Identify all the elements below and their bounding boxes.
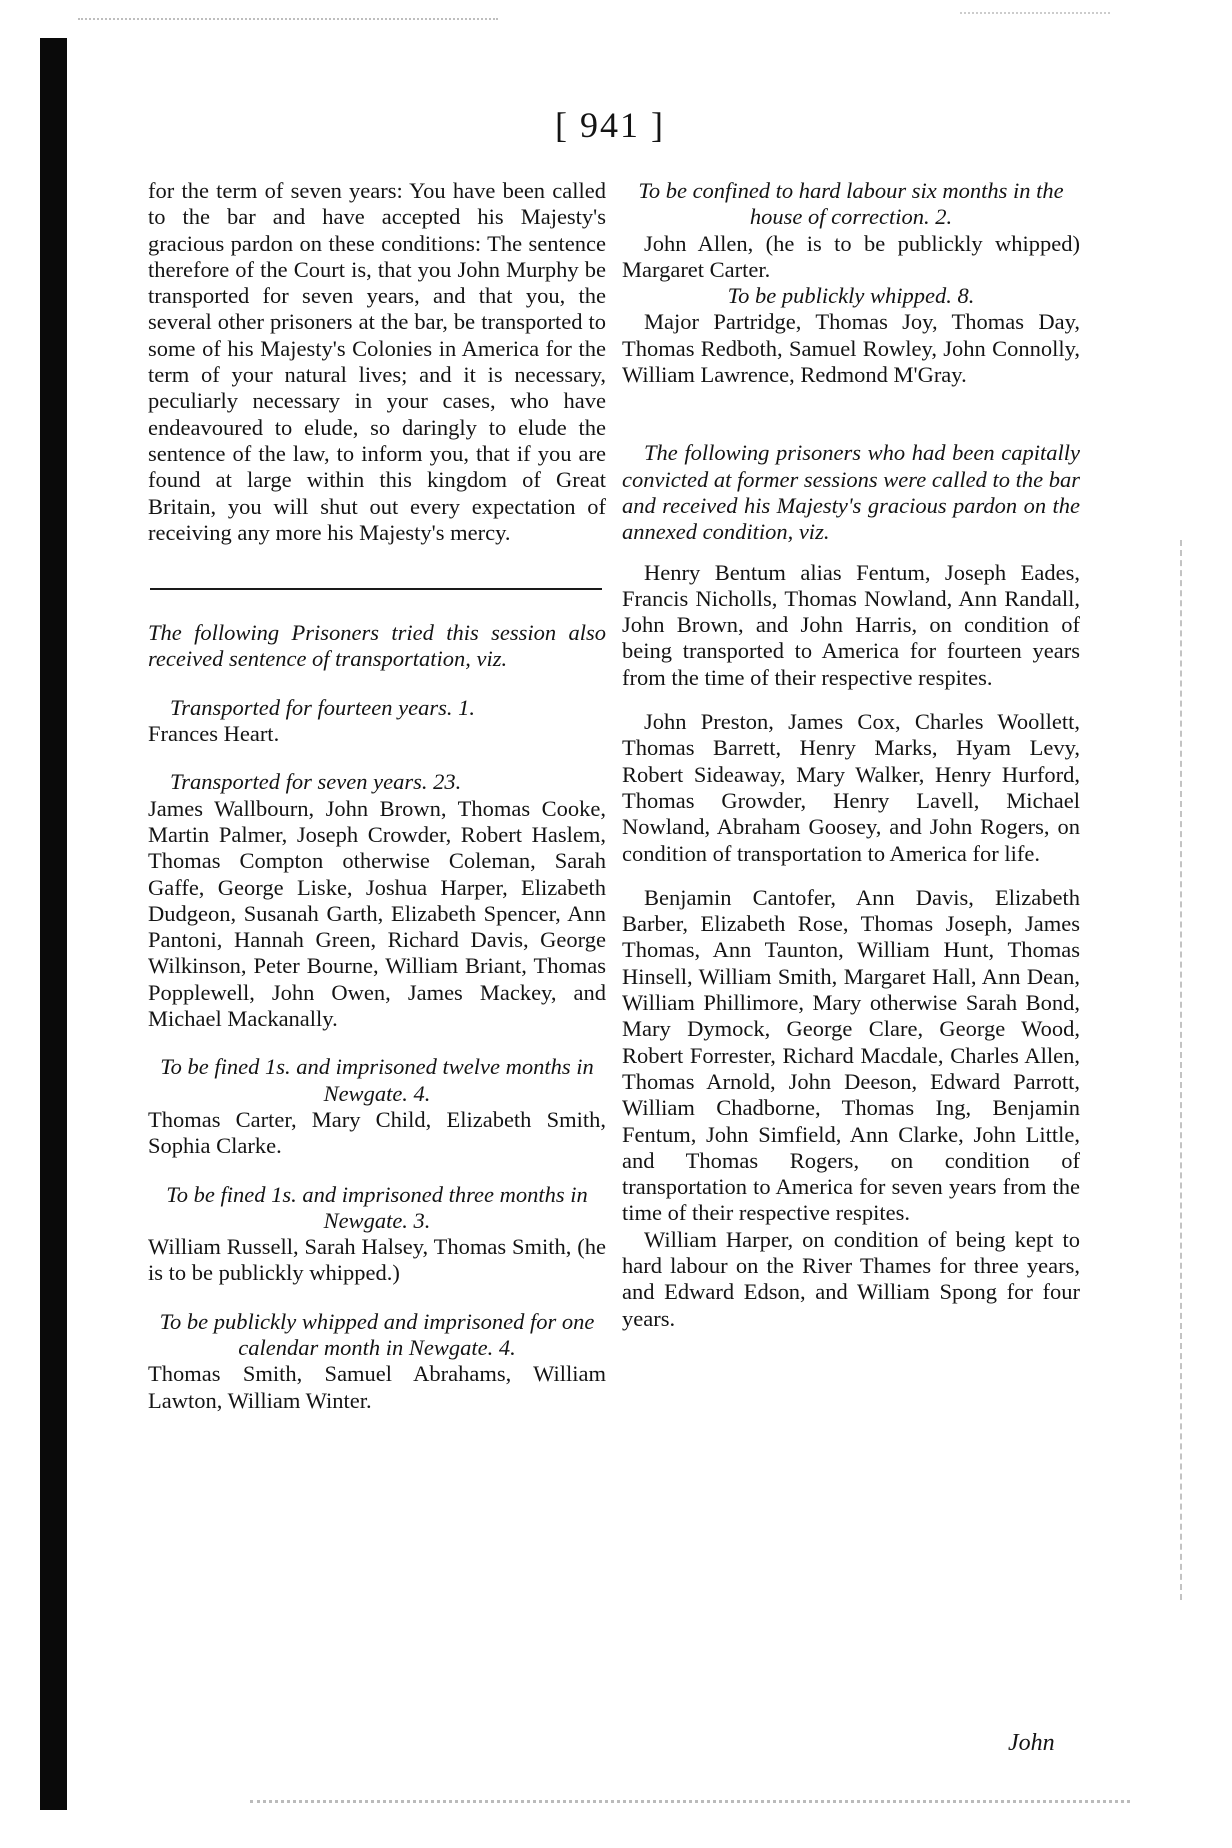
scan-speckle-top-right — [960, 12, 1110, 20]
hard-labour-heading: To be confined to hard labour six months in the house of correction. 2. — [638, 178, 1064, 230]
left-column — [148, 178, 606, 1414]
pardon-group: Henry Bentum alias Fentum, Joseph Eades, Francis Nicholls, Thomas Nowland, Ann Randall, John Brown, and John Harris, on condition of being transported to America for fourteen years from the time of their respective respites. — [622, 559, 1080, 690]
sentence-names: Frances Heart. — [148, 721, 280, 747]
section-heading: The following Prisoners tried this session also received sentence of transportation, viz. — [148, 620, 606, 672]
hard-labour-names: John Allen, (he is to be publickly whipped) Margaret Carter. — [622, 230, 1080, 282]
sentence-heading: Transported for seven years. 23. — [170, 769, 462, 795]
pardon-group: Benjamin Cantofer, Ann Davis, Elizabeth Barber, Elizabeth Rose, Thomas Joseph, James Thomas, Ann Taunton, William Hunt, Thomas Hinsell, William Smith, Margaret Hall, Ann Dean, William Phillimore, Mary otherwise Sarah Bond, Mary Dymock, George Clare, George Wood, Robert Forrester, Richard Macdale, Charles Allen, Thomas Arnold, John Deeson, Edward Parrott, William Chadborne, Thomas Ing, Benjamin Fentum, John Simfield, Ann Clarke, John Little, and Thomas Rogers, on condition of transportation to America for seven years from the time of their respective respites. — [622, 884, 1080, 1226]
pardon-group: John Preston, James Cox, Charles Woollett, Thomas Barrett, Henry Marks, Hyam Levy, Robert Sideaway, Mary Walker, Henry Hurford, Thomas Growder, Henry Lavell, Michael Nowland, Abraham Goosey, and John Rogers, on condition of transportation to America for life. — [622, 709, 1080, 866]
sentence-heading: To be fined 1s. and imprisoned three months in Newgate. 3. — [166, 1181, 588, 1233]
catchword: John — [1008, 1730, 1055, 1756]
page-number: [ 941 ] — [555, 105, 665, 145]
whipped-heading: To be publickly whipped. 8. — [727, 283, 975, 309]
whipped-names: Major Partridge, Thomas Joy, Thomas Day, Thomas Redboth, Samuel Rowley, John Connolly, William Lawrence, Redmond M'Gray. — [622, 309, 1080, 388]
scan-speckle-bottom — [250, 1800, 1130, 1809]
sentence-names: James Wallbourn, John Brown, Thomas Cooke, Martin Palmer, Joseph Crowder, Robert Haslem, Thomas Compton otherwise Coleman, Sarah Gaffe, George Liske, Joshua Harper, Elizabeth Dudgeon, Susanah Garth, Elizabeth Spencer, Ann Pantoni, Hannah Green, Richard Davis, George Wilkinson, Peter Bourne, William Briant, Thomas Popplewell, John Owen, James Mackey, and Michael Mackanally. — [148, 795, 606, 1032]
scan-speckle-top — [78, 18, 498, 30]
sentence-heading: To be publickly whipped and imprisoned for one calendar month in Newgate. 4. — [159, 1308, 595, 1360]
sentence-names: Thomas Carter, Mary Child, Elizabeth Smith, Sophia Clarke. — [148, 1106, 606, 1159]
sentence-heading: To be fined 1s. and imprisoned twelve months in Newgate. 4. — [160, 1054, 594, 1106]
sentence-address: for the term of seven years: You have been called to the bar and have accepted his Majesty's gracious pardon on these conditions: The sentence therefore of the Court is, that you John Murphy be transported for seven years, and that you, the several other prisoners at the bar, be transported to some of his Majesty's Colonies in America for the term of your natural lives; and it is necessary, peculiarly necessary in your cases, who have endeavoured to elude, so daringly to elude the sentence of the law, to inform you, that if you are found at large within this kingdom of Great Britain, you will shut out every expectation of receiving any more his Majesty's mercy. — [148, 178, 606, 545]
pardon-group: William Harper, on condition of being kept to hard labour on the River Thames for three years, and Edward Edson, and William Spong for four years. — [622, 1226, 1080, 1331]
right-column — [622, 178, 1080, 1332]
sentence-names: William Russell, Sarah Halsey, Thomas Smith, (he is to be publickly whipped.) — [148, 1234, 606, 1286]
binding-edge — [40, 38, 67, 1810]
sentence-heading: Transported for fourteen years. 1. — [170, 694, 476, 720]
sentence-names: Thomas Smith, Samuel Abrahams, William Lawton, William Winter. — [148, 1361, 606, 1413]
scan-edge-marks — [1180, 540, 1194, 1600]
pardon-heading: The following prisoners who had been capitally convicted at former sessions were called to the bar and received his Majesty's gracious pardon on the annexed condition, viz. — [622, 440, 1080, 545]
